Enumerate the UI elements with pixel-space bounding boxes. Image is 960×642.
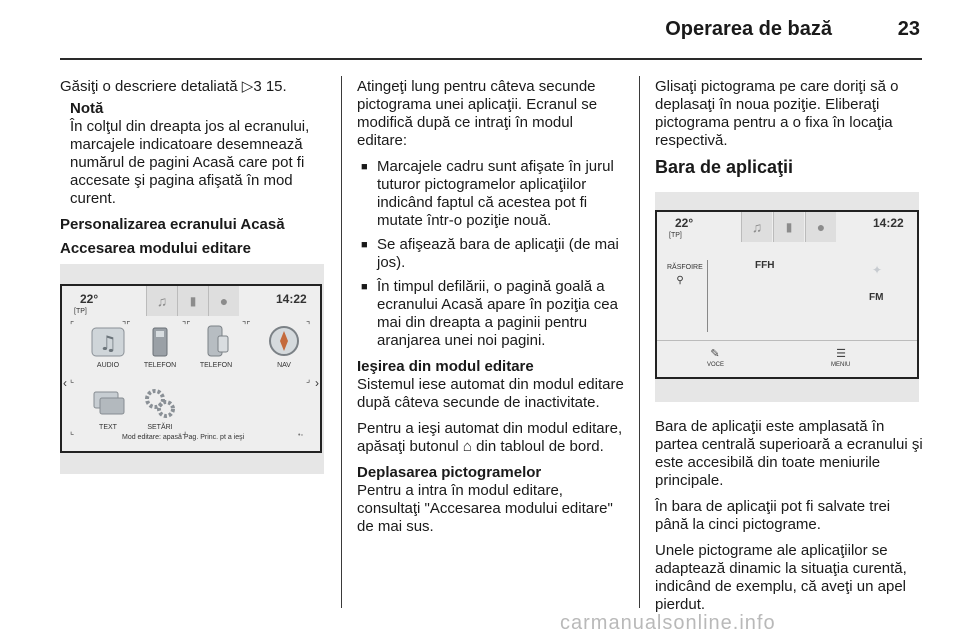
column-divider [341,76,342,608]
voice-label[interactable]: VOCE [707,362,725,368]
column-1 [60,78,330,264]
compass-icon [260,320,311,360]
paragraph: Atingeţi lung pentru câteva secunde pictograma unei aplicaţii. Ecranul se modifică după ce intraţi în modul editare: [357,78,598,149]
radio-screen [655,210,919,379]
tp-indicator: [TP] [74,308,87,315]
message-icon [84,384,132,422]
app-tile-phone-2[interactable]: TELEFON [192,322,240,374]
home-button-icon: ⌂ [462,438,472,455]
band-label[interactable]: FM [869,292,884,303]
divider [707,260,708,332]
edit-mode-hint: Mod editare: apasă Pag. Princ. pt a ieşi [122,434,245,441]
bottom-bar-divider [657,340,917,341]
paragraph: Pentru a intra în modul editare, consultaţi "Accesarea modului editare" de mai sus. [357,482,613,535]
temperature: 22° [675,216,694,230]
list-item: ■ Se afişează bara de aplicaţii (de mai jos). [357,236,627,272]
chevron-right-icon[interactable]: › [315,376,319,390]
note-block [70,100,330,208]
edit-frame-marker: ⌝⌜ [122,320,131,330]
edit-frame-marker: ⌜ [70,320,75,330]
column-2 [357,78,627,544]
page-ref-arrow-icon: ▷ [241,78,254,95]
header-rule [60,58,922,60]
music-note-icon: ♫ [156,293,168,309]
clock: 14:22 [873,216,904,230]
column-3 [655,78,927,190]
paragraph: Unele pictograme ale aplicaţiilor se adaptează dinamic la situaţia curentă, indicând de exemplu, că aveţi un apel pierdut. [655,542,907,613]
edit-frame-marker: ⌟ [182,426,187,436]
paragraph: Glisaţi pictograma pe care doriţi să o deplasaţi în noua poziţie. Eliberaţi pictograma pentru a o fixa în locaţia respectivă. [655,78,899,149]
home-screen [60,284,322,453]
watermark: carmanualsonline.info [560,612,776,634]
chevron-left-icon[interactable]: ‹ [63,376,67,390]
paragraph: Pentru a ieşi automat din modul editare, apăsaţi butonul ⌂ din tabloul de bord. [357,420,623,455]
edit-frame-marker: ⌞ [70,426,75,436]
app-tile-settings[interactable]: SETĂRI [136,384,184,436]
app-tile-text[interactable]: TEXT [84,384,132,436]
note-label: Notă [70,100,104,117]
edit-frame-marker: ⌝⌜ [182,320,191,330]
temperature: 22° [80,292,99,306]
sub-heading: Accesarea modului editare [60,240,251,257]
tp-indicator: [TP] [669,232,682,239]
app-bar-slot[interactable] [805,212,836,242]
sub-heading: Deplasarea pictogramelor [357,464,542,481]
intro-paragraph: Găsiţi o descriere detaliată ▷3 15. [60,78,287,95]
app-bar-slot[interactable] [741,212,772,242]
tuner-icon[interactable]: ✦ [871,263,883,277]
app-bar-slot[interactable] [146,286,177,316]
section-heading: Personalizarea ecranului Acasă [60,216,285,233]
edit-frame-marker: ⌟ [306,374,311,384]
search-icon: ⚲ [676,274,684,286]
menu-label[interactable]: MENIU [831,362,851,368]
section-heading: Bara de aplicaţii [655,157,794,177]
page-number: 23 [897,18,920,40]
edit-mode-figure [60,264,324,474]
bullet-list [357,158,627,350]
phone-handset-icon [192,322,240,360]
list-item: ■ Marcajele cadru sunt afişate în jurul tuturor pictogramelor aplicaţiilor indicând faptul că acestea pot fi mutate într-o poziţie nouă. [357,158,627,230]
app-tile-phone[interactable]: TELEFON [136,322,184,374]
app-tile-audio[interactable]: ♫ AUDIO [84,322,132,374]
browse-button[interactable]: RĂSFOIRE [667,264,703,271]
sub-heading: Ieşirea din modul editare [357,358,534,375]
app-bar-slot[interactable] [773,212,804,242]
clock: 14:22 [276,292,307,306]
phone-icon: ▮ [189,294,197,308]
paragraph: Sistemul iese automat din modul editare după câteva secunde de inactivitate. [357,376,624,411]
voice-icon[interactable]: ✎ [710,347,720,360]
column-3-lower [655,418,927,622]
phone-keypad-icon [136,322,184,360]
app-tile-nav[interactable]: NAV [260,322,308,374]
edit-frame-marker: ⌝⌜ [242,320,251,330]
phone-icon: ▮ [785,220,793,234]
note-text: În colţul din dreapta jos al ecranului, marcajele indicatoare desemnează numărul de pagini Acasă care pot fi accesate şi pagina afişată în mod curent. [70,118,310,207]
page-indicator-icon: •▫ [298,432,303,439]
list-item: ■ În timpul defilării, o pagină goală a ecranului Acasă apare în poziţia cea mai din dreapta a paginii pentru aranjarea unei noi pagini. [357,278,627,350]
info-icon: ● [816,219,826,235]
column-divider [639,76,640,608]
gears-icon [136,384,184,422]
page-header [60,0,922,62]
svg-text:♫: ♫ [99,331,117,355]
app-bar-slot[interactable] [208,286,239,316]
info-icon: ● [219,293,229,309]
app-bar-slot[interactable] [177,286,208,316]
station-name: FFH [755,260,775,271]
app-bar-figure [655,192,919,402]
music-note-icon: ♫ [751,219,763,235]
paragraph: Bara de aplicaţii este amplasată în partea centrală superioară a ecranului şi este accesibilă din toate meniurile principale. [655,418,923,489]
menu-icon[interactable]: ☰ [836,347,846,360]
edit-frame-marker: ⌞ [70,374,75,384]
paragraph: În bara de aplicaţii pot fi salvate trei până la cinci pictograme. [655,498,891,533]
edit-frame-marker: ⌝ [306,320,311,330]
page-title: Operarea de bază [665,18,832,40]
